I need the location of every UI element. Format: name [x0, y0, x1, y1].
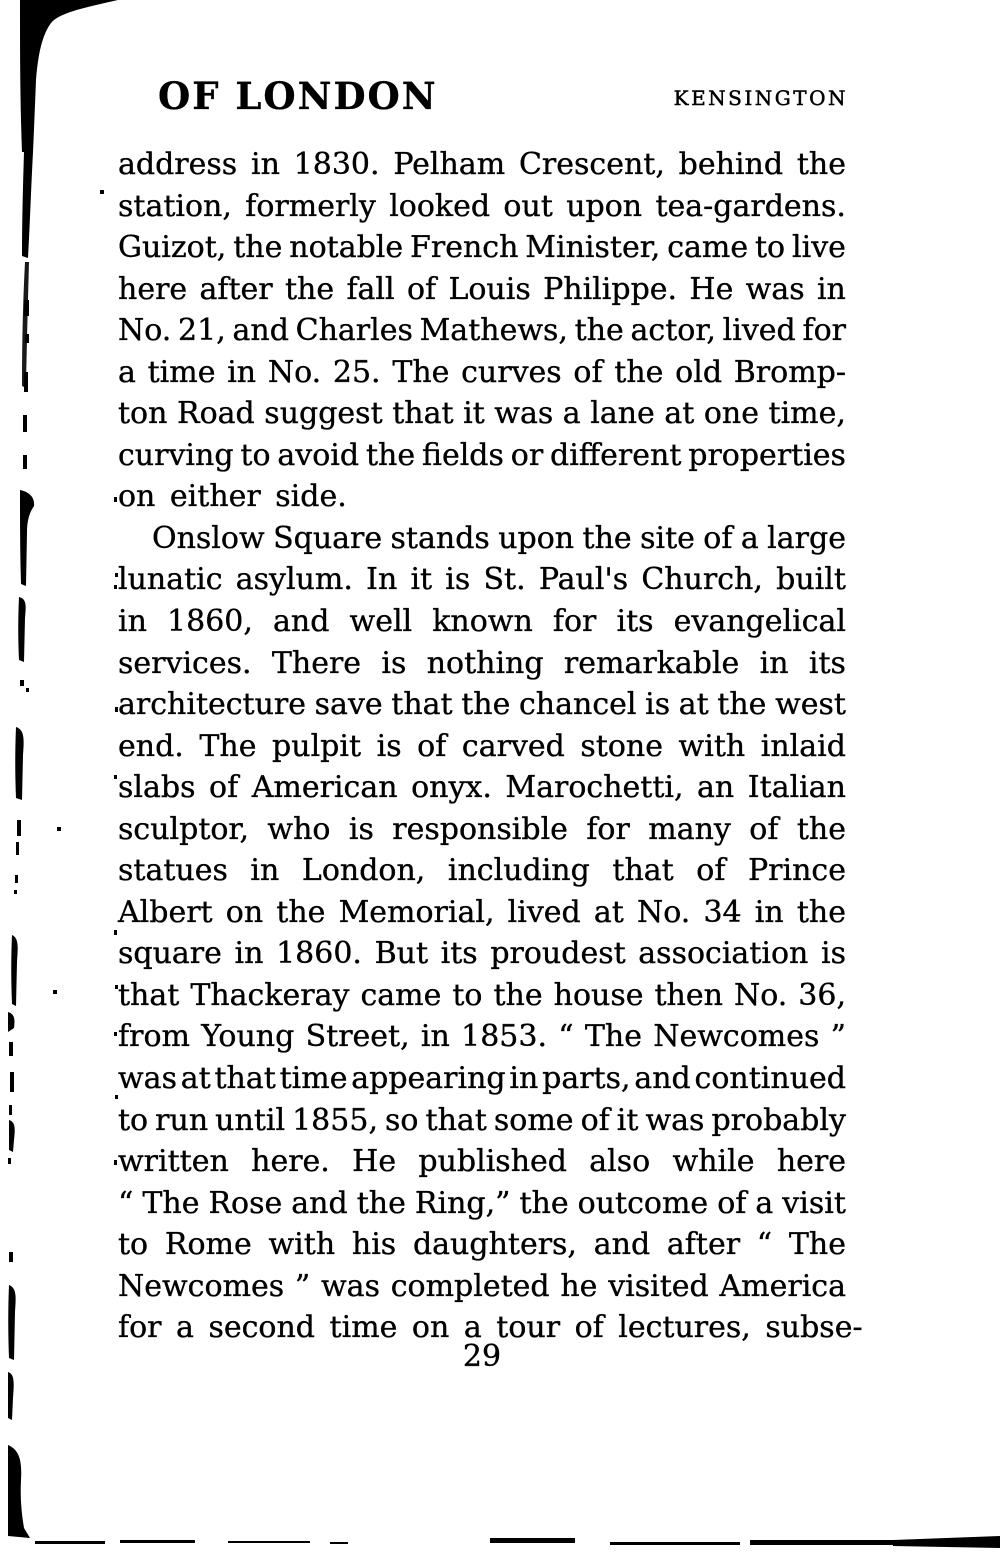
text-line: that Thackeray came to the house then No. 36, [118, 977, 846, 1013]
text-line: “ The Rose and the Ring,” the outcome of a visit [118, 1185, 846, 1221]
text-line: from Young Street, in 1853. “ The Newcomes ” [118, 1019, 846, 1055]
text-line: in 1860, and well known for its evangelical [118, 604, 846, 640]
margin-specks [53, 190, 118, 1165]
text-line: No. 21, and Charles Mathews, the actor, lived for [118, 313, 846, 349]
page-number: 29 [462, 1339, 502, 1374]
text-line: Onslow Square stands upon the site of a large [152, 520, 846, 556]
bottom-edge-line [35, 1536, 1000, 1548]
text-line: Albert on the Memorial, lived at No. 34 in the [118, 894, 846, 930]
text-line: on either side. [118, 479, 347, 515]
text-line: for a second time on a tour of lectures, subse- [118, 1310, 863, 1346]
text-line: Newcomes ” was completed he visited America [118, 1268, 846, 1304]
text-line: was at that time appearing in parts, and continued [118, 1061, 846, 1097]
text-line: square in 1860. But its proudest association is [118, 936, 846, 972]
running-head: KENSINGTON [673, 86, 848, 110]
text-line: lunatic asylum. In it is St. Paul's Church, built [118, 562, 846, 598]
text-line: sculptor, who is responsible for many of the [118, 811, 846, 847]
text-line: services. There is nothing remarkable in its [118, 645, 846, 681]
text-line: curving to avoid the fields or different properties [118, 437, 846, 473]
text-line: to run until 1855, so that some of it was probably [118, 1102, 846, 1138]
text-line: ton Road suggest that it was a lane at one time, [118, 396, 846, 432]
text-line: to Rome with his daughters, and after “ The [118, 1227, 846, 1263]
text-line: slabs of American onyx. Marochetti, an Italian [118, 770, 846, 806]
book-title: OF LONDON [158, 74, 438, 118]
text-line: end. The pulpit is of carved stone with inlaid [118, 728, 846, 764]
text-line: Guizot, the notable French Minister, came to live [118, 230, 846, 266]
text-line: written here. He published also while here [118, 1144, 846, 1180]
text-line: station, formerly looked out upon tea-gardens. [118, 188, 846, 224]
text-line: a time in No. 25. The curves of the old Bromp- [118, 354, 846, 390]
binding-shadow-corner [8, 0, 118, 1538]
page-body [118, 144, 863, 1349]
text-line: architecture save that the chancel is at the west [118, 687, 846, 723]
text-line: statues in London, including that of Prince [118, 853, 846, 889]
text-line: address in 1830. Pelham Crescent, behind the [118, 147, 846, 182]
text-line: here after the fall of Louis Philippe. He was in [118, 271, 846, 307]
